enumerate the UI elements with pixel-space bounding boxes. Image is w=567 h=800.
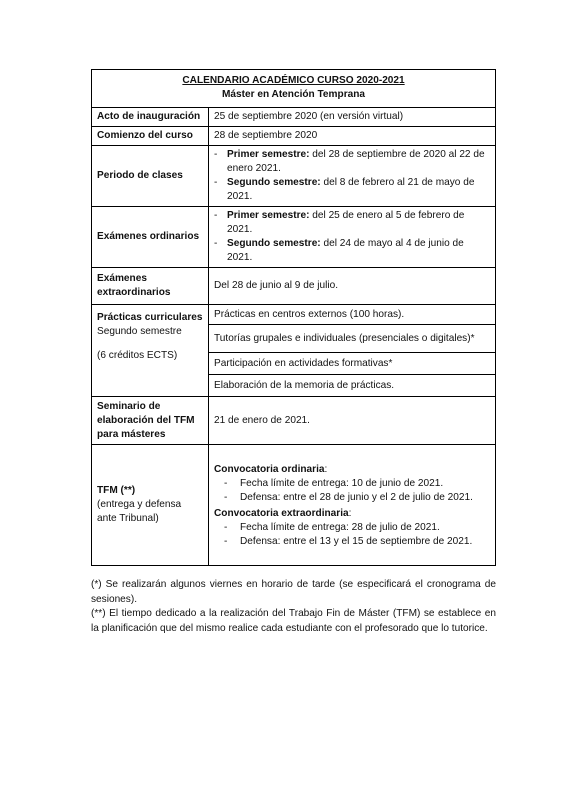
practicas-item: Elaboración de la memoria de prácticas. (209, 375, 496, 397)
table-row (92, 127, 496, 146)
row-value-clases (209, 146, 496, 207)
row-label-extraordinarios: Exámenes extraordinarios (92, 268, 209, 305)
row-value-extraordinarios: Del 28 de junio al 9 de julio. (209, 268, 496, 305)
practicas-item: Prácticas en centros externos (100 horas). (209, 305, 496, 325)
footnote: (**) El tiempo dedicado a la realización del Trabajo Fin de Máster (TFM) se establece en la planificación que del mismo realice cada estudiante con el profesorado que lo tutorice. (91, 608, 496, 634)
row-label-seminario: Seminario de elaboración del TFM para másteres (92, 397, 209, 445)
dash-bullet-icon: - (214, 210, 218, 221)
row-label-comienzo: Comienzo del curso (92, 127, 209, 146)
academic-calendar-table (91, 69, 496, 566)
list-item: - Defensa: entre el 13 y el 15 de septiembre de 2021. (224, 536, 473, 547)
table-row (92, 305, 496, 325)
calendar-title: CALENDARIO ACADÉMICO CURSO 2020-2021 (182, 75, 405, 86)
tfm-title: TFM (**) (97, 485, 136, 496)
tfm-ordinaria-title: Convocatoria ordinaria: (214, 464, 328, 475)
dash-bullet-icon: - (224, 492, 228, 503)
table-row (92, 268, 496, 305)
table-row (92, 146, 496, 207)
row-label-practicas (92, 305, 209, 397)
row-value-seminario: 21 de enero de 2021. (209, 397, 496, 445)
practicas-title: Prácticas curriculares (97, 312, 203, 323)
list-item: - Segundo semestre: del 24 de mayo al 4 de junio de 2021. (214, 238, 464, 263)
list-item: - Segundo semestre: del 8 de febrero al 21 de mayo de 2021. (214, 177, 475, 202)
dash-bullet-icon: - (224, 536, 228, 547)
dash-bullet-icon: - (214, 177, 218, 188)
dash-bullet-icon: - (214, 149, 218, 160)
dash-bullet-icon: - (224, 478, 228, 489)
row-label-ordinarios: Exámenes ordinarios (92, 207, 209, 268)
practicas-item: Participación en actividades formativas* (209, 353, 496, 375)
table-header (92, 70, 496, 108)
row-value-comienzo: 28 de septiembre 2020 (209, 127, 496, 146)
tfm-subtitle: (entrega y defensa ante Tribunal) (97, 499, 182, 524)
dash-bullet-icon: - (224, 522, 228, 533)
row-label-inauguracion: Acto de inauguración (92, 108, 209, 127)
table-header-row (92, 70, 496, 108)
table-row (92, 397, 496, 445)
footnotes (91, 578, 496, 636)
table-row (92, 207, 496, 268)
row-value-ordinarios (209, 207, 496, 268)
list-item: - Fecha límite de entrega: 10 de junio de 2021. (224, 478, 444, 489)
list-item: - Primer semestre: del 25 de enero al 5 de febrero de 2021. (214, 210, 465, 235)
row-label-clases: Periodo de clases (92, 146, 209, 207)
dash-bullet-icon: - (214, 238, 218, 249)
list-item: - Fecha límite de entrega: 28 de julio de 2021. (224, 522, 440, 533)
list-item: - Defensa: entre el 28 de junio y el 2 de julio de 2021. (224, 492, 473, 503)
practicas-item: Tutorías grupales e individuales (presenciales o digitales)* (209, 325, 496, 353)
row-value-inauguracion: 25 de septiembre 2020 (en versión virtual) (209, 108, 496, 127)
practicas-semester: Segundo semestre (97, 326, 182, 337)
practicas-credits: (6 créditos ECTS) (97, 350, 178, 361)
table-row (92, 108, 496, 127)
row-label-tfm (92, 445, 209, 566)
list-item: - Primer semestre: del 28 de septiembre de 2020 al 22 de enero 2021. (214, 149, 485, 174)
tfm-extraordinaria-title: Convocatoria extraordinaria: (214, 508, 352, 519)
row-value-tfm (209, 445, 496, 566)
footnote: (*) Se realizarán algunos viernes en horario de tarde (se especificará el cronograma de sesiones). (91, 579, 496, 605)
table-row (92, 445, 496, 566)
calendar-subtitle: Máster en Atención Temprana (221, 89, 366, 100)
